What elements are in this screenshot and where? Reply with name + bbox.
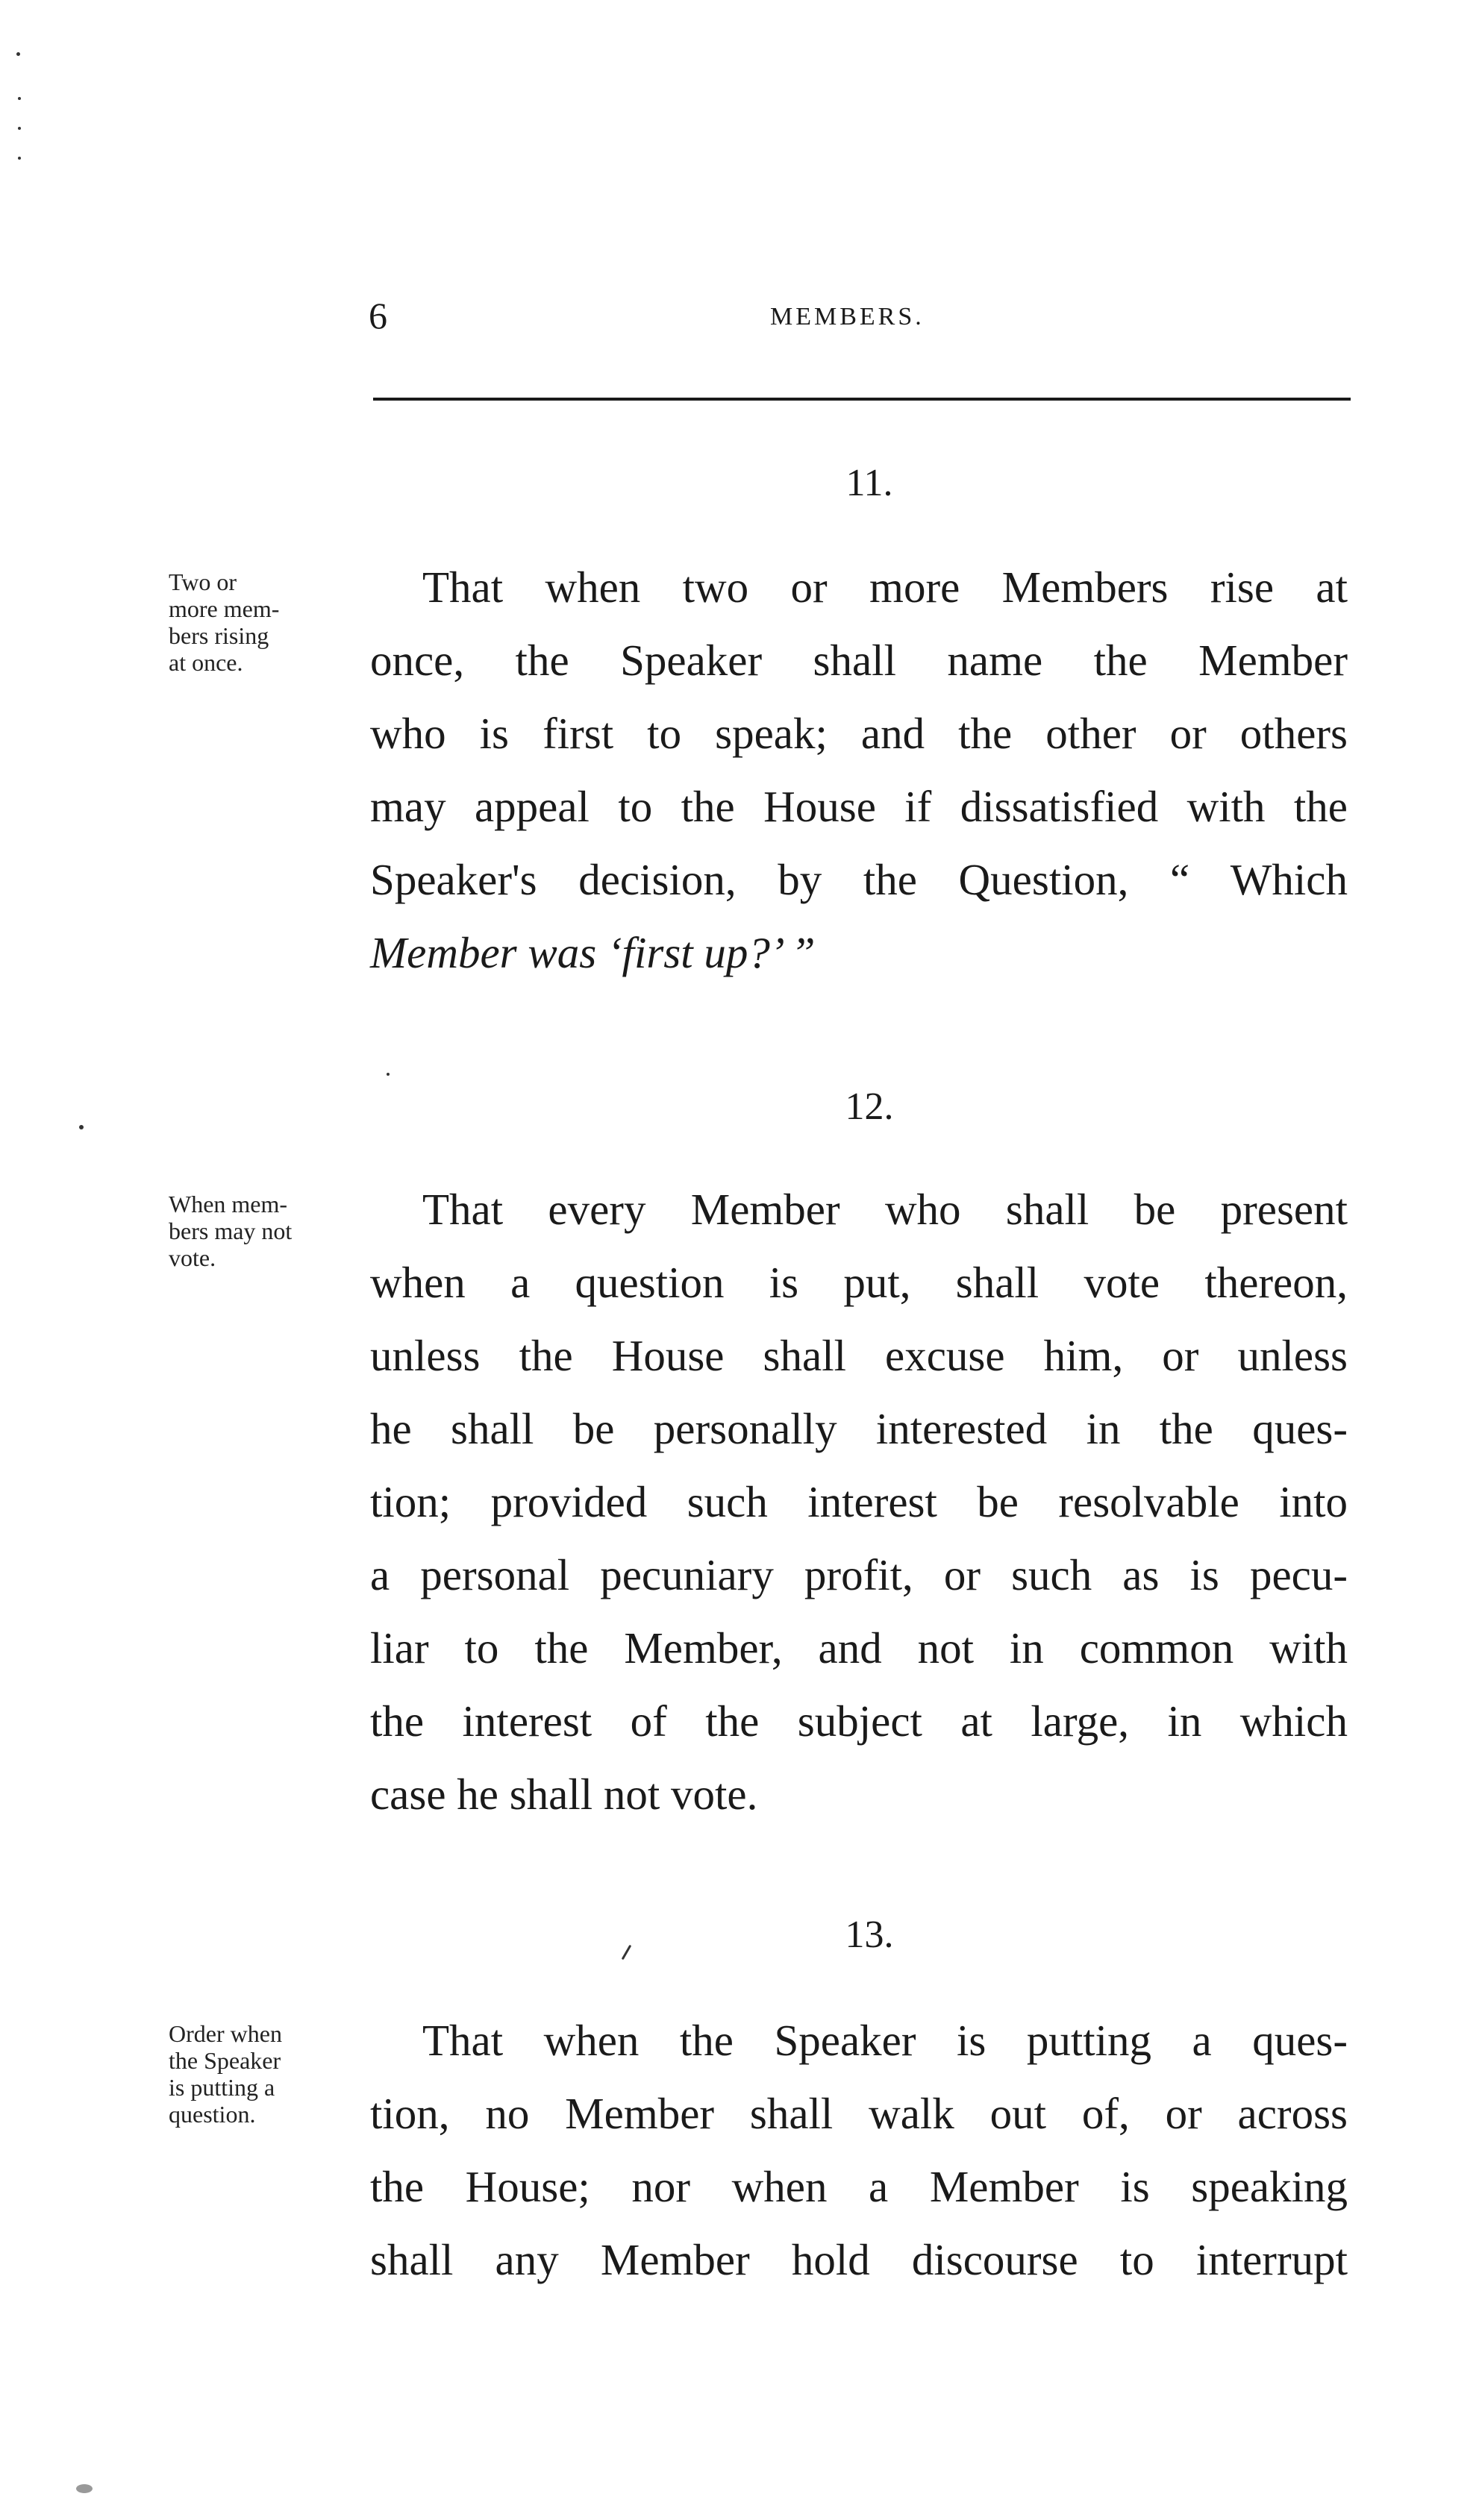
paragraph-13	[370, 2004, 1348, 2296]
scan-speck	[76, 2484, 93, 2493]
paragraph-12	[370, 1173, 1348, 1831]
text-line: when a question is put, shall vote thereon,	[370, 1258, 1348, 1307]
text-line: he shall be personally interested in the ques-	[370, 1404, 1348, 1453]
text-line: tion; provided such interest be resolvable into	[370, 1477, 1348, 1526]
sidenote-line: Two or	[169, 568, 237, 595]
sidenote-line: bers rising	[169, 622, 269, 649]
text-line: a personal pecuniary profit, or such as is pecu-	[370, 1550, 1348, 1599]
scan-speck	[387, 1073, 390, 1076]
running-head: MEMBERS.	[770, 303, 925, 330]
sidenote-12	[169, 1191, 355, 1271]
sidenote-line: the Speaker	[169, 2047, 281, 2074]
text-line: Member was ‘first up?’ ”	[370, 928, 816, 977]
scan-speck	[18, 127, 21, 130]
sidenote-line: vote.	[169, 1244, 216, 1271]
rule-number-12: 12.	[845, 1085, 894, 1128]
paragraph-11	[370, 551, 1348, 989]
text-line: That when the Speaker is putting a ques-	[422, 2016, 1348, 2065]
sidenote-line: bers may not	[169, 1217, 293, 1244]
text-line: Speaker's decision, by the Question, “ Which	[370, 855, 1348, 904]
page-number: 6	[369, 295, 387, 336]
text-line: may appeal to the House if dissatisfied with the	[370, 782, 1348, 831]
sidenote-line: question.	[169, 2101, 256, 2128]
text-line: tion, no Member shall walk out of, or across	[370, 2089, 1348, 2138]
text-line: the House; nor when a Member is speaking	[370, 2162, 1348, 2211]
text-line: once, the Speaker shall name the Member	[370, 636, 1348, 685]
rule-number-13: 13.	[845, 1913, 894, 1956]
sidenote-line: at once.	[169, 649, 243, 676]
text-line: That when two or more Members rise at	[422, 562, 1348, 612]
rule-number-11: 11.	[845, 462, 893, 504]
sidenote-11	[169, 568, 355, 676]
header-rule	[373, 398, 1351, 401]
scan-speck	[622, 1945, 632, 1960]
scan-speck	[18, 97, 21, 100]
text-line: shall any Member hold discourse to interrupt	[370, 2235, 1348, 2284]
sidenote-line: Order when	[169, 2020, 282, 2047]
text-line: the interest of the subject at large, in which	[370, 1696, 1348, 1746]
scan-speck	[79, 1125, 84, 1129]
text-line: That every Member who shall be present	[422, 1185, 1348, 1234]
sidenote-line: is putting a	[169, 2074, 275, 2101]
sidenote-line: When mem-	[169, 1191, 288, 1217]
sidenote-line: more mem-	[169, 595, 280, 622]
text-line: liar to the Member, and not in common with	[370, 1623, 1348, 1673]
sidenote-13	[169, 2020, 355, 2128]
text-line: unless the House shall excuse him, or unless	[370, 1331, 1348, 1380]
text-line: case he shall not vote.	[370, 1770, 758, 1819]
scan-speck	[18, 157, 21, 160]
text-line: who is first to speak; and the other or others	[370, 709, 1348, 758]
scan-speck	[16, 52, 20, 56]
